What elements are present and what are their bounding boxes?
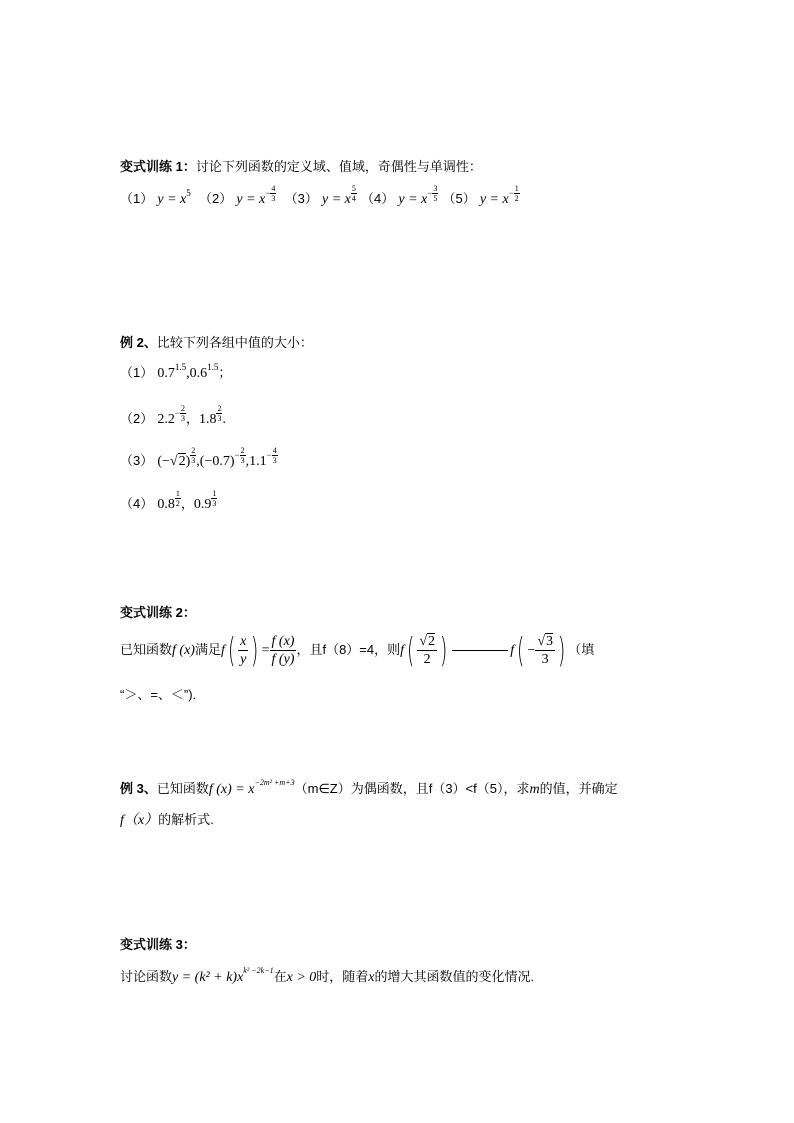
s2-text-d: ，则	[374, 642, 401, 657]
section3-line1	[120, 968, 534, 988]
example3-line2	[120, 811, 214, 830]
ex2-item2-sep: ，	[185, 411, 199, 426]
section2-line1: 已知函数f (x)满足f( $\frac{x}{y}$ ) = $\frac{f (x)}{f (y)}$ ，且f（8）=4，则f( $\frac{√2}{2}$ ) f( − $\frac{√3}{3}$ ) （填	[120, 630, 595, 671]
s1-item2-expr: y = x	[236, 192, 266, 207]
ex2-item1-tail: ；	[218, 365, 232, 380]
ex2-item4-sep: ，	[180, 496, 194, 511]
ex3-text-a: 已知函数	[156, 781, 209, 796]
ex2-item1-b-exp: 1.5	[207, 362, 219, 372]
s1-item1-label: （1）	[120, 191, 154, 206]
ex2-item2-tail: .	[222, 412, 226, 427]
s3-x: x	[368, 970, 375, 985]
ex3-text-d: 的值，并确定	[539, 781, 618, 796]
example2-heading: 例 2、	[120, 335, 157, 350]
example3-line1	[120, 780, 618, 800]
s1-item3-expr: y = x	[321, 192, 351, 207]
s3-text-c: 时，随着	[316, 969, 369, 984]
ex2-item3: （3） (−√2) $\frac{2}{3}$ ,(−0.7)− $\frac{2}{3}$ ,1.1− $\frac{4}{3}$	[120, 446, 277, 469]
s1-item1-expr: y = x	[157, 192, 187, 207]
section3-heading: 变式训练 3：	[120, 937, 196, 952]
example3-heading: 例 3、	[120, 781, 157, 796]
ex3-exponent: −2m² +m+3	[254, 778, 295, 787]
ex3-f: f（x）	[120, 813, 159, 828]
section2-line2	[120, 686, 196, 705]
ex2-item2-b: 1.8	[198, 412, 217, 427]
s1-item4-label: （4）	[361, 191, 395, 206]
ex2-item4-label: （4）	[120, 496, 154, 511]
s2-tail: （填	[568, 642, 595, 657]
section3-heading-line	[120, 936, 196, 955]
s3-exponent: k² −2k−1	[243, 966, 274, 975]
s3-text-b: 在	[273, 969, 287, 984]
ex3-fx: f (x) = x	[208, 782, 255, 797]
section1-heading: 变式训练 1：	[120, 159, 196, 174]
ex2-item1-a-exp: 1.5	[174, 362, 187, 372]
ex2-item1-label: （1）	[120, 365, 154, 380]
ex2-item3-b-exp: $\frac{2}{3}$	[240, 446, 245, 465]
ex2-item1-b: 0.6	[189, 366, 208, 381]
section2-heading: 变式训练 2：	[120, 605, 196, 620]
s2-text-a: 已知函数	[120, 642, 173, 657]
ex2-item3-c-sign: −	[266, 450, 272, 460]
ex2-item2-b-exp: $\frac{2}{3}$	[217, 404, 222, 423]
answer-blank[interactable]	[452, 650, 508, 651]
s1-item5-expr: y = x	[479, 192, 509, 207]
ex2-item3-c-exp: $\frac{4}{3}$	[272, 446, 277, 465]
ex2-item1-a: 0.7	[157, 366, 175, 381]
s1-item3-exp: $\frac{5}{4}$	[351, 184, 356, 203]
s3-text-a: 讨论函数	[120, 969, 173, 984]
ex2-item1	[120, 364, 231, 383]
ex2-item3-a: (−√2)	[157, 454, 191, 469]
s2-frac-xy: $\frac{x}{y}$	[240, 634, 247, 667]
s1-item4-sign: −	[427, 188, 433, 198]
ex2-item4	[120, 489, 217, 514]
s2-arg1: $\frac{√2}{2}$	[419, 634, 435, 667]
ex2-item3-c: 1.1	[249, 454, 267, 469]
section2-heading-line	[120, 604, 196, 623]
ex2-item2-a-sign: −	[174, 408, 180, 418]
s2-frac-fxfy: $\frac{f (x)}{f (y)}$	[271, 634, 295, 667]
s2-line2: “＞、=、＜”).	[120, 687, 197, 702]
ex2-item4-a: 0.8	[157, 497, 175, 512]
ex2-item4-a-exp: $\frac{1}{2}$	[175, 489, 180, 508]
s1-item2-exp: $\frac{4}{3}$	[271, 184, 276, 203]
section1-title-line	[120, 158, 482, 177]
s3-func: y = (k² + k)x	[172, 970, 244, 985]
section1-items	[120, 184, 520, 209]
section1-prompt: 讨论下列函数的定义域、值域，奇偶性与单调性：	[195, 159, 482, 174]
s3-cond: x > 0	[286, 970, 317, 985]
ex2-item3-label: （3）	[120, 453, 154, 468]
ex2-item2-a-exp: $\frac{2}{3}$	[180, 404, 185, 423]
s2-arg2: $\frac{√3}{3}$	[537, 634, 554, 667]
s1-item4-exp: $\frac{3}{5}$	[433, 184, 438, 203]
ex2-item2-a: 2.2	[157, 412, 175, 427]
ex2-item2-label: （2）	[120, 411, 154, 426]
s2-text-c: ，且	[296, 642, 323, 657]
s1-item5-sign: −	[508, 188, 514, 198]
s1-item5-label: （5）	[442, 191, 476, 206]
s3-text-d: 的增大其函数值的变化情况.	[374, 969, 535, 984]
s2-fx: f (x)	[172, 643, 195, 658]
s1-item4-expr: y = x	[398, 192, 428, 207]
ex2-item3-b: (−0.7)	[199, 454, 235, 469]
example2-title-line	[120, 334, 313, 353]
s1-item3-label: （3）	[284, 191, 318, 206]
s2-text-b: 满足	[194, 642, 221, 657]
ex3-cond: f（3）<f（5）	[428, 781, 504, 796]
ex2-item3-b-sign: −	[234, 450, 240, 460]
ex3-m: m	[529, 782, 540, 797]
ex3-text-c: ，求	[503, 781, 530, 796]
s1-item2-label: （2）	[199, 191, 233, 206]
example2-prompt: 比较下列各组中值的大小：	[156, 335, 313, 350]
s1-item1-exp: 5	[186, 188, 191, 198]
s1-item2-sign: −	[265, 188, 271, 198]
s2-f8: f（8）=4	[322, 642, 375, 657]
ex2-item3-a-exp: $\frac{2}{3}$	[191, 446, 196, 465]
ex2-item2	[120, 404, 226, 429]
ex2-item4-b-exp: $\frac{1}{3}$	[212, 489, 217, 508]
ex2-item4-b: 0.9	[193, 497, 212, 512]
ex3-line2-rest: 的解析式.	[158, 812, 214, 827]
ex2-item1-sep: ,	[186, 366, 190, 381]
ex3-text-b: （m∈Z）为偶函数，且	[294, 781, 429, 796]
s1-item5-exp: $\frac{1}{2}$	[514, 184, 519, 203]
